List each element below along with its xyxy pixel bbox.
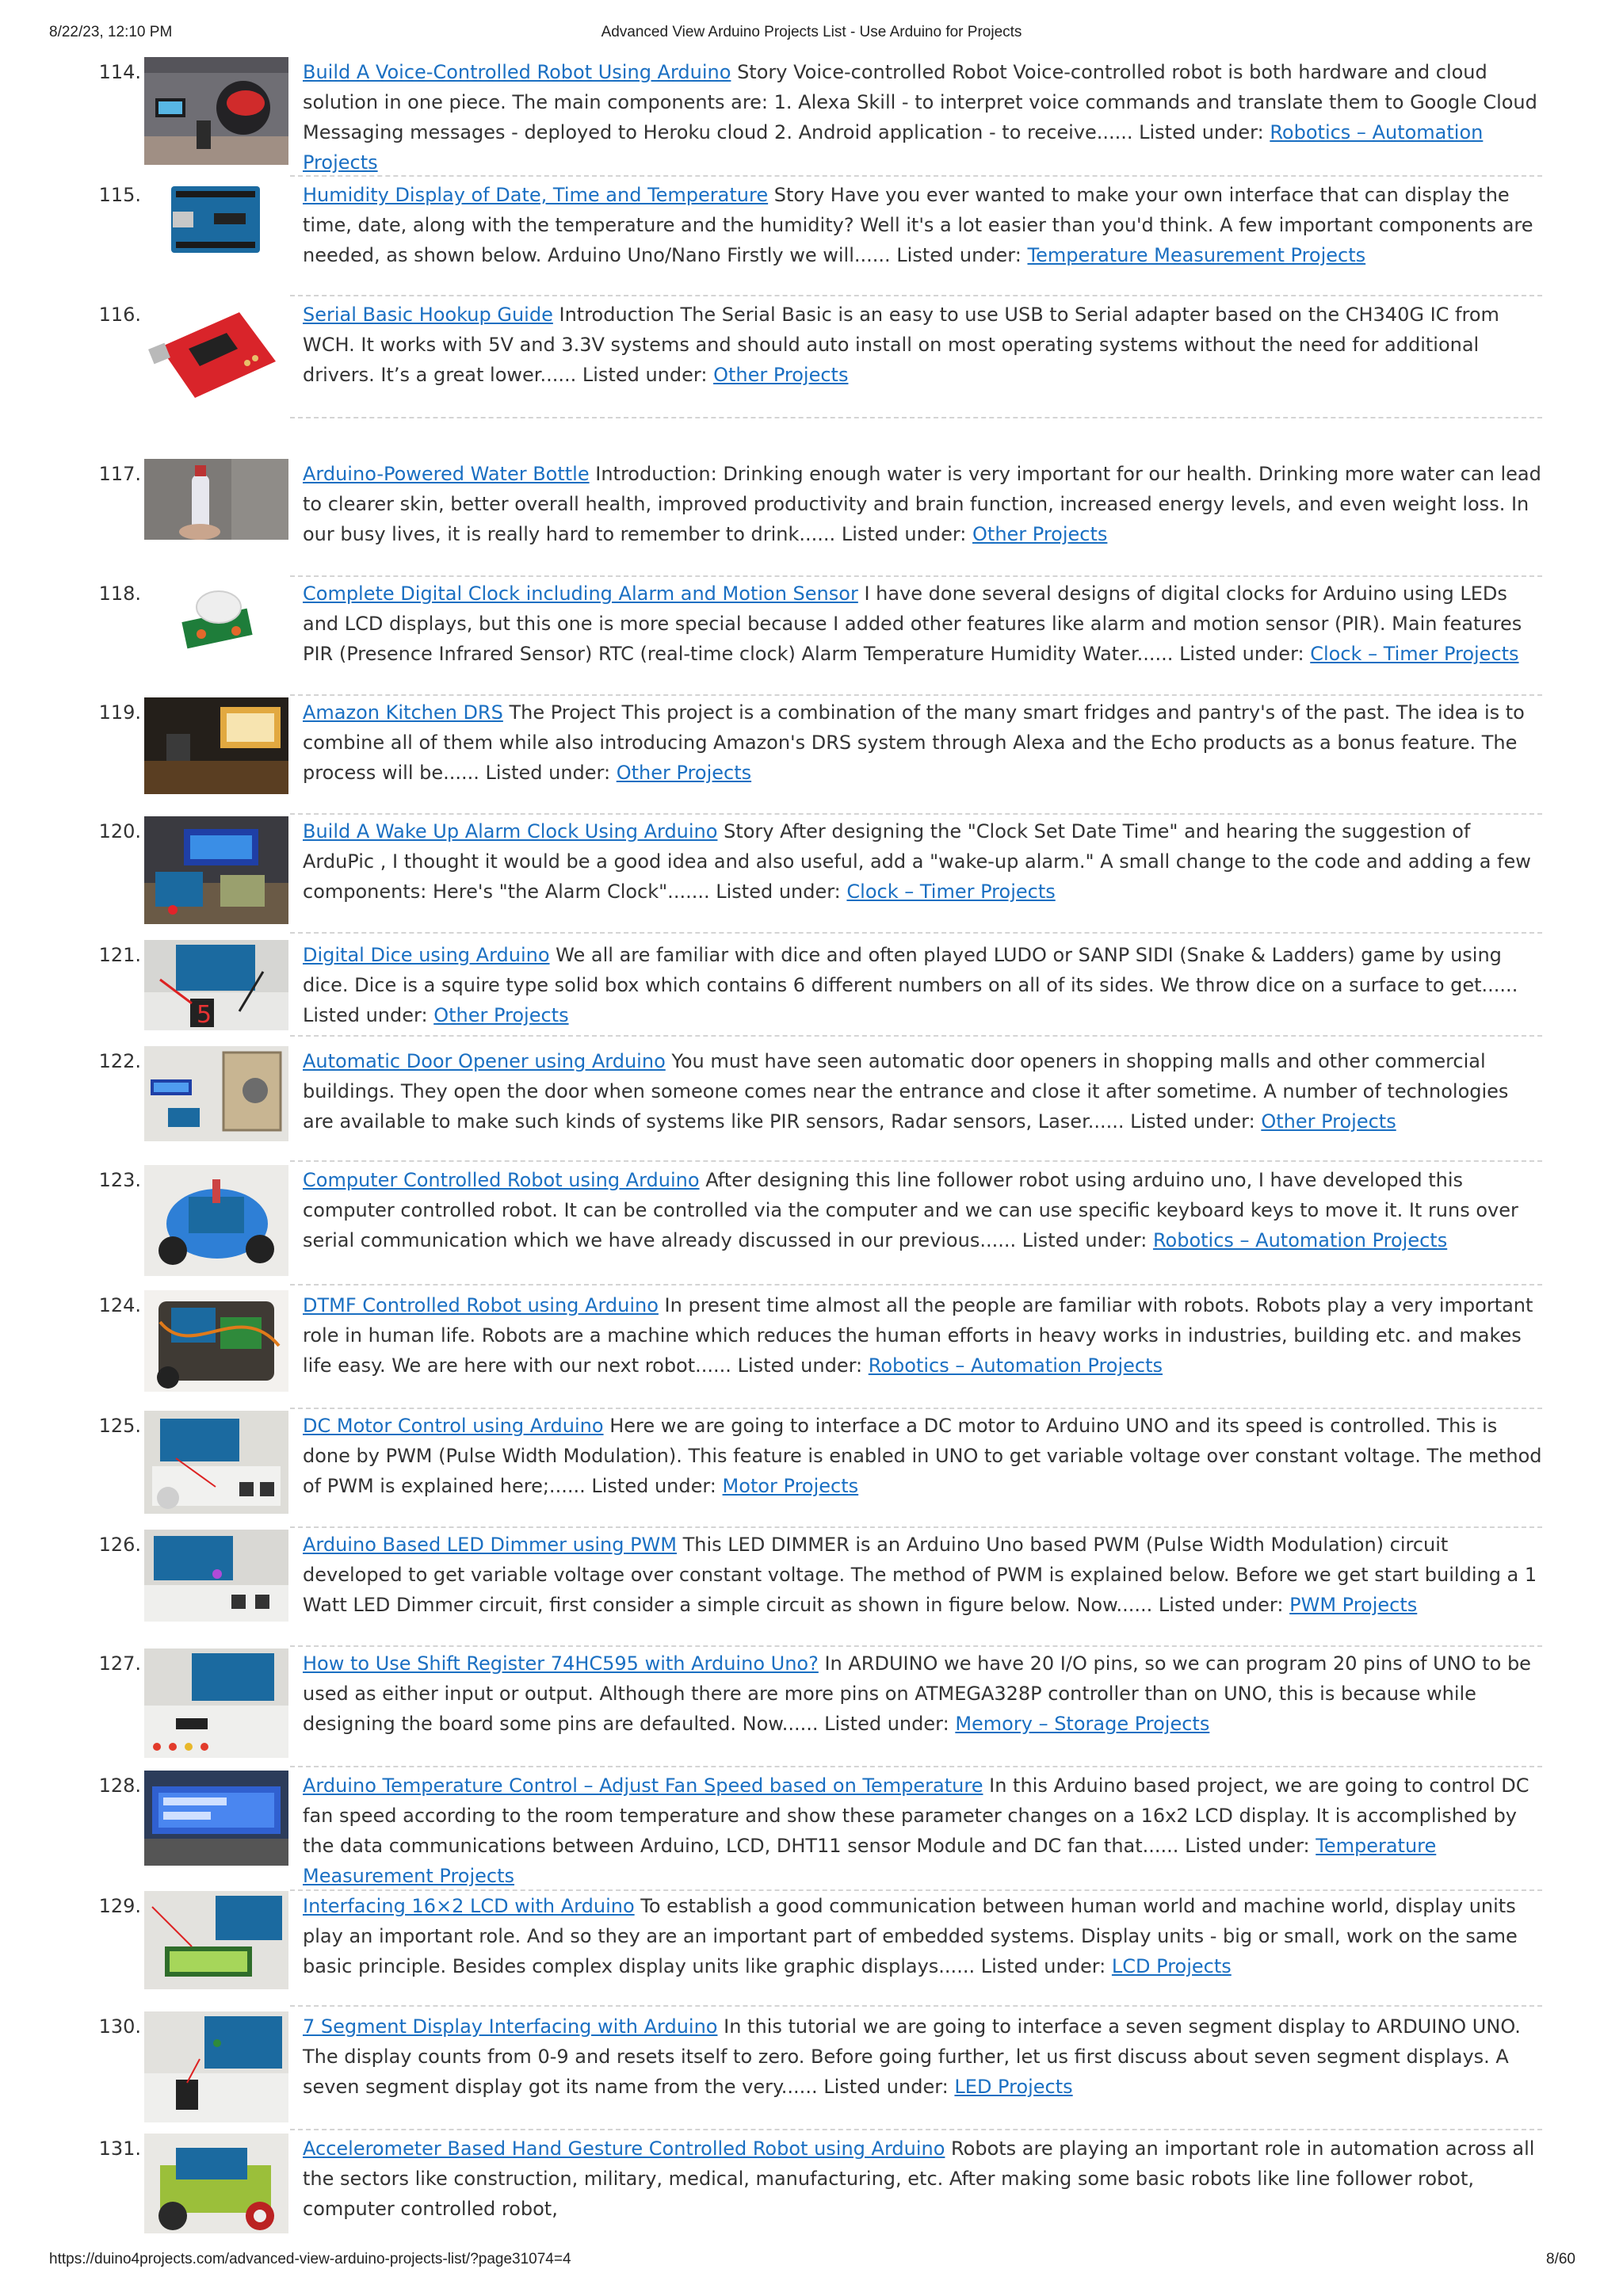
svg-text:5: 5 [197, 1001, 212, 1029]
project-thumbnail[interactable] [144, 1648, 288, 1758]
divider [290, 417, 1542, 418]
project-title-link[interactable]: Automatic Door Opener using Arduino [303, 1050, 666, 1072]
divider [290, 2129, 1542, 2130]
page-title: Advanced View Arduino Projects List - Use Arduino for Projects [601, 24, 1022, 40]
category-link[interactable]: Clock – Timer Projects [1310, 643, 1519, 665]
category-link[interactable]: Temperature Measurement Projects [303, 1835, 1437, 1887]
category-link[interactable]: Robotics – Automation Projects [1152, 1229, 1448, 1251]
listed-under-label: Listed under: [1139, 121, 1264, 143]
item-text [303, 1891, 1544, 1981]
project-description: This LED DIMMER is an Arduino Uno based PWM (Pulse Width Modulation) circuit developed to get variable voltage over constant voltage. The method of PWM is explained below. Before we get start building a 1 Watt LED Dimmer circuit, first consider a simple circuit as shown in figure below. Now...... [303, 1534, 1537, 1616]
project-title-link[interactable]: Complete Digital Clock including Alarm and Motion Sensor [303, 583, 858, 605]
project-description: Here we are going to interface a DC motor to Arduino UNO and its speed is controlled. This is done by PWM (Pulse Width Modulation). This feature is enabled in UNO to get variable voltage over constant voltage. The method of PWM is explained here;...... [303, 1415, 1542, 1497]
item-text [303, 180, 1544, 270]
category-link[interactable]: PWM Projects [1289, 1594, 1418, 1616]
project-description: Story Voice-controlled Robot Voice-controlled robot is both hardware and cloud solution in one piece. The main components are: 1. Alexa Skill - to interpret voice commands and translate them to Google Cloud Messaging messages - deployed to Heroku cloud 2. Android application - to receive...... [303, 61, 1537, 143]
listed-under-label: Listed under: [716, 881, 841, 903]
project-thumbnail[interactable] [144, 1411, 288, 1514]
item-text [303, 579, 1544, 669]
project-title-link[interactable]: 7 Segment Display Interfacing with Arduino [303, 2015, 718, 2038]
project-description: We all are familiar with dice and often played LUDO or SANP SIDI (Snake & Ladders) game by using dice. Dice is a squire type solid box which contains 6 different numbers on all of its sides. We throw dice on a surface to get...... [303, 944, 1518, 996]
item-text [303, 1165, 1544, 1255]
category-link[interactable]: Motor Projects [722, 1475, 859, 1497]
item-number: 129. [98, 1895, 141, 1917]
category-link[interactable]: Other Projects [616, 762, 752, 784]
project-title-link[interactable]: Arduino Temperature Control – Adjust Fan Speed based on Temperature [303, 1775, 983, 1797]
item-number: 128. [98, 1775, 141, 1797]
item-text [303, 57, 1544, 178]
project-title-link[interactable]: Arduino-Powered Water Bottle [303, 463, 590, 485]
divider [290, 175, 1542, 177]
project-description: The Project This project is a combination of the many smart fridges and pantry's of the past. The idea is to combine all of them while also introducing Amazon's DRS system through Alexa and the Echo products as a bonus feature. The process will be...... [303, 701, 1525, 784]
project-title-link[interactable]: Interfacing 16×2 LCD with Arduino [303, 1895, 635, 1917]
project-thumbnail[interactable] [144, 1771, 288, 1866]
listed-under-label: Listed under: [1022, 1229, 1148, 1251]
print-datetime: 8/22/23, 12:10 PM [49, 24, 173, 40]
project-thumbnail[interactable] [144, 940, 288, 1030]
item-text [303, 1530, 1544, 1620]
project-thumbnail[interactable] [144, 1165, 288, 1276]
listed-under-label: Listed under: [824, 1713, 949, 1735]
listed-under-label: Listed under: [1179, 643, 1304, 665]
project-title-link[interactable]: Digital Dice using Arduino [303, 944, 550, 966]
category-link[interactable]: Other Projects [433, 1004, 569, 1026]
category-link[interactable]: Robotics – Automation Projects [303, 121, 1484, 174]
project-thumbnail[interactable] [144, 57, 288, 165]
project-title-link[interactable]: Accelerometer Based Hand Gesture Controlled Robot using Arduino [303, 2137, 945, 2160]
listed-under-label: Listed under: [591, 1475, 716, 1497]
divider [290, 1526, 1542, 1528]
listed-under-label: Listed under: [841, 523, 967, 545]
project-description: To establish a good communication between human world and machine world, display units play an important role. And so they are an important part of embedded systems. Display units - big or small, work on the same basic principle. Besides complex display units like graphic displays...... [303, 1895, 1518, 1977]
page-number: 8/60 [1546, 2251, 1575, 2267]
item-number: 118. [98, 583, 141, 605]
divider [290, 1408, 1542, 1409]
item-number: 120. [98, 820, 141, 842]
item-text [303, 459, 1544, 549]
item-number: 125. [98, 1415, 141, 1437]
project-thumbnail[interactable] [144, 2011, 288, 2122]
listed-under-label: Listed under: [303, 1004, 428, 1026]
project-thumbnail[interactable] [144, 1046, 288, 1141]
project-thumbnail[interactable] [144, 697, 288, 794]
project-description: Introduction: Drinking enough water is very important for our health. Drinking more water can lead to clearer skin, better overall health, improved productivity and brain function, increased energy levels, and even weight loss. In our busy lives, it is really hard to remember to drink...... [303, 463, 1541, 545]
item-number: 131. [98, 2137, 141, 2160]
item-number: 122. [98, 1050, 141, 1072]
project-description: Story Have you ever wanted to make your own interface that can display the time, date, along with the temperature and the humidity? Well it's a lot easier than you'd think. A few important components are needed, as shown below. Arduino Uno/Nano Firstly we will...... [303, 184, 1533, 266]
item-text [303, 1290, 1544, 1381]
divider [290, 575, 1542, 577]
project-description: Robots are playing an important role in automation across all the sectors like construction, military, medical, manufacturing, etc. After making some basic robots like line follower robot, computer controlled robot, [303, 2137, 1535, 2220]
listed-under-label: Listed under: [1185, 1835, 1310, 1857]
item-number: 124. [98, 1294, 141, 1316]
listed-under-label: Listed under: [823, 2076, 949, 2098]
divider [290, 1284, 1542, 1286]
category-link[interactable]: Clock – Timer Projects [846, 881, 1056, 903]
project-description: Story After designing the "Clock Set Date Time" and hearing the suggestion of ArduPic , I thought it would be a good idea and also useful, add a "wake-up alarm." A small change to the code and adding a few components: Here's "the Alarm Clock"....... [303, 820, 1531, 903]
project-thumbnail[interactable] [144, 1891, 288, 1989]
project-description: After designing this line follower robot using arduino uno, I have developed this computer controlled robot. It can be controlled via the computer and we can use specific keyboard keys to move it. It runs over serial communication which we have already discussed in our previous...... [303, 1169, 1518, 1251]
project-title-link[interactable]: Arduino Based LED Dimmer using PWM [303, 1534, 677, 1556]
listed-under-label: Listed under: [582, 364, 708, 386]
item-number: 123. [98, 1169, 141, 1191]
project-description: In this Arduino based project, we are going to control DC fan speed according to the room temperature and show these parameter changes on a 16x2 LCD display. It is accomplished by the data communications between Arduino, LCD, DHT11 sensor Module and DC fan that...... [303, 1775, 1529, 1857]
project-thumbnail[interactable] [144, 816, 288, 924]
divider [290, 1766, 1542, 1767]
divider [290, 1160, 1542, 1162]
project-title-link[interactable]: Computer Controlled Robot using Arduino [303, 1169, 700, 1191]
item-text [303, 940, 1544, 1030]
category-link[interactable]: Other Projects [713, 364, 849, 386]
project-title-link[interactable]: Amazon Kitchen DRS [303, 701, 503, 724]
item-text [303, 1411, 1544, 1501]
item-number: 121. [98, 944, 141, 966]
listed-under-label: Listed under: [1158, 1594, 1284, 1616]
project-title-link[interactable]: Serial Basic Hookup Guide [303, 304, 553, 326]
item-text [303, 1046, 1544, 1137]
category-link[interactable]: LCD Projects [1111, 1955, 1232, 1977]
item-number: 130. [98, 2015, 141, 2038]
project-thumbnail[interactable] [144, 579, 288, 658]
project-thumbnail[interactable] [144, 300, 288, 407]
category-link[interactable]: Robotics – Automation Projects [868, 1354, 1163, 1377]
project-description: In ARDUINO we have 20 I/O pins, so we can program 20 pins of UNO to be used as either input or output. Although there are more pins on ATMEGA328P controller than on UNO, this is because while designing the board some pins are defaulted. Now...... [303, 1652, 1531, 1735]
divider [290, 1645, 1542, 1647]
category-link[interactable]: Memory – Storage Projects [955, 1713, 1210, 1735]
item-text [303, 1648, 1544, 1739]
item-number: 119. [98, 701, 141, 724]
item-number: 126. [98, 1534, 141, 1556]
project-description: You must have seen automatic door openers in shopping malls and other commercial buildings. They open the door when someone comes near the entrance and close it after sometime. A number of technologies are available to make such kinds of systems like PIR sensors, Radar sensors, Laser...... [303, 1050, 1509, 1133]
divider [290, 1035, 1542, 1037]
listed-under-label: Listed under: [896, 244, 1022, 266]
project-description: In present time almost all the people are familiar with robots. Robots play a very important role in human life. Robots are a machine which reduces the human efforts in heavy works in industries, building etc. and makes life easy. We are here with our next robot...... [303, 1294, 1533, 1377]
project-title-link[interactable]: Build A Wake Up Alarm Clock Using Arduino [303, 820, 718, 842]
item-number: 116. [98, 304, 141, 326]
item-number: 127. [98, 1652, 141, 1675]
listed-under-label: Listed under: [737, 1354, 863, 1377]
listed-under-label: Listed under: [485, 762, 611, 784]
project-thumbnail[interactable] [144, 1290, 288, 1392]
page-url: https://duino4projects.com/advanced-view-arduino-projects-list/?page31074=4 [49, 2251, 571, 2267]
divider [290, 932, 1542, 934]
project-thumbnail[interactable] [144, 1530, 288, 1622]
category-link[interactable]: LED Projects [954, 2076, 1073, 2098]
item-text [303, 697, 1544, 788]
project-thumbnail[interactable] [144, 2134, 288, 2233]
category-link[interactable]: Other Projects [972, 523, 1108, 545]
item-number: 115. [98, 184, 141, 206]
item-text [303, 816, 1544, 907]
project-description: Introduction The Serial Basic is an easy to use USB to Serial adapter based on the CH340G IC from WCH. It works with 5V and 3.3V systems and should auto install on most operating systems without the need for additional drivers. It’s a great lower...... [303, 304, 1499, 386]
listed-under-label: Listed under: [980, 1955, 1106, 1977]
category-link[interactable]: Other Projects [1261, 1110, 1396, 1133]
divider [290, 2005, 1542, 2007]
item-text [303, 2134, 1544, 2224]
project-title-link[interactable]: DTMF Controlled Robot using Arduino [303, 1294, 659, 1316]
project-title-link[interactable]: DC Motor Control using Arduino [303, 1415, 604, 1437]
item-text [303, 2011, 1544, 2102]
project-thumbnail[interactable] [144, 459, 288, 540]
project-title-link[interactable]: How to Use Shift Register 74HC595 with Arduino Uno? [303, 1652, 819, 1675]
divider [290, 295, 1542, 296]
project-description: In this tutorial we are going to interface a seven segment display to ARDUINO UNO. The display counts from 0-9 and resets itself to zero. Before going further, let us first discuss about seven segment displays. A seven segment display got its name from the very...... [303, 2015, 1521, 2098]
item-number: 117. [98, 463, 141, 485]
listed-under-label: Listed under: [1130, 1110, 1255, 1133]
project-thumbnail[interactable] [144, 180, 288, 259]
item-number: 114. [98, 61, 141, 83]
item-text [303, 300, 1544, 390]
project-title-link[interactable]: Humidity Display of Date, Time and Temperature [303, 184, 769, 206]
category-link[interactable]: Temperature Measurement Projects [1027, 244, 1366, 266]
divider [290, 813, 1542, 815]
divider [290, 694, 1542, 696]
project-description: I have done several designs of digital clocks for Arduino using LEDs and LCD displays, but this one is more special because I added other features like alarm and motion sensor (PIR). Main features PIR (Presence Infrared Sensor) RTC (real-time clock) Alarm Temperature Humidity Water...... [303, 583, 1522, 665]
item-text [303, 1771, 1544, 1891]
project-title-link[interactable]: Build A Voice-Controlled Robot Using Arduino [303, 61, 731, 83]
